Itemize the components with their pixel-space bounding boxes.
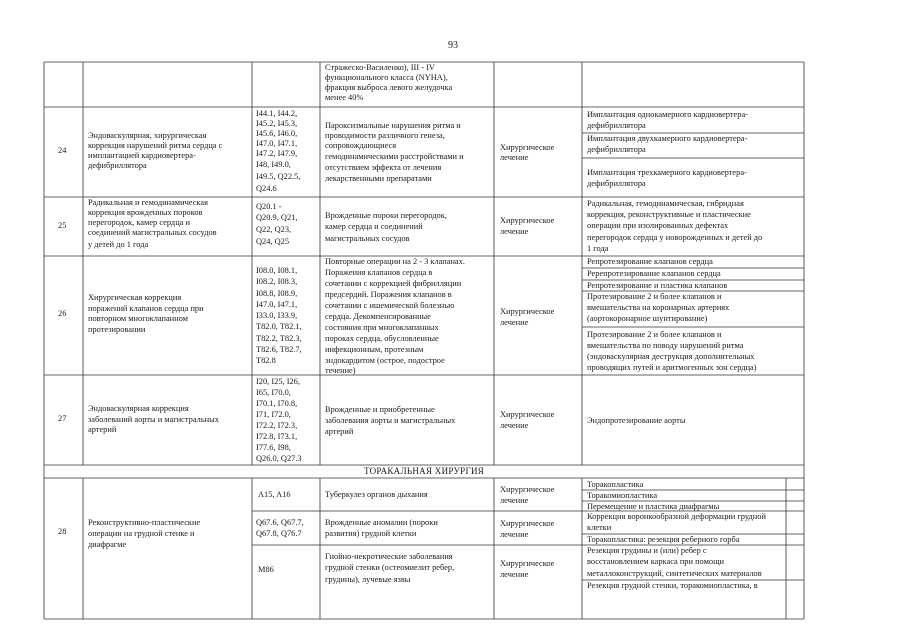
diagnosis-line: артерий [325, 427, 354, 436]
diagnosis-line: заболевания аорты и магистральных [325, 416, 456, 425]
diagnosis-line: проводимости различного генеза, [325, 131, 445, 140]
method-line: Ререпротезирование клапанов сердца [587, 269, 721, 278]
method-line: Радикальная, гемодинамическая, гибридная [587, 199, 744, 208]
method-line: Протезирование 2 и более клапанов и [587, 330, 722, 339]
diagnosis-line: магистральных сосудов [325, 234, 410, 243]
diagnosis-line: Туберкулез органов дыхания [325, 490, 428, 499]
code-line: I71, I72.0, [256, 410, 291, 419]
row-name-line: операции на грудной стенке и [88, 529, 195, 538]
treatment-line: Хирургическое [500, 216, 555, 225]
method-line: Имплантация двухкамерного кардиовертера- [587, 134, 748, 143]
row-name-line: Эндоваскулярная, хирургическая [88, 131, 207, 140]
method-line: дефибриллятора [587, 145, 646, 154]
code-line: I47.2, I47.9, [256, 149, 298, 158]
diagnosis-line: эндокардитом (острое, подострое [325, 356, 445, 365]
method-line: Резекция грудной стенки, торакомиопластика, в [587, 581, 758, 590]
method-line: (аортокоронарное шунтирование) [587, 314, 708, 323]
row-name-line: у детей до 1 года [88, 240, 149, 249]
diagnosis-line: Гнойно-некротические заболевания [325, 552, 453, 561]
row-number: 26 [58, 309, 67, 318]
diagnosis-line: отсутствием эффекта от лечения [325, 163, 442, 172]
code-line: I33.0, I33.9, [256, 311, 298, 320]
method-line: Торакопластика: резекция реберного горба [587, 535, 740, 544]
method-line: Коррекция воронкообразной деформации грудной [587, 512, 766, 521]
row-name-line: дефибриллятора [88, 161, 147, 170]
row-name-line: заболеваний аорты и магистральных [88, 415, 219, 424]
diagnosis-line: сопровождающиеся [325, 141, 397, 150]
method-line: Имплантация однокамерного кардиовертера- [587, 110, 748, 119]
diagnosis-line: Поражения клапанов сердца в [325, 268, 433, 277]
diagnosis-line: течение) [325, 366, 356, 375]
method-line: Резекция грудины и (или) ребер с [587, 546, 707, 555]
code-line: I08.8, I08.9, [256, 289, 298, 298]
code-line: Q24, Q25 [256, 237, 290, 246]
diagnosis-line: камер сердца и соединений [325, 222, 423, 231]
code-line: I47.0, I47.1, [256, 300, 298, 309]
method-line: 1 года [587, 244, 609, 253]
diagnosis-line: предсердий. Поражения клапанов в [325, 290, 452, 299]
code-line: I70.1, I70.8, [256, 399, 298, 408]
row-name-line: Реконструктивно-пластические [88, 518, 201, 527]
treatment-line: лечение [500, 153, 529, 162]
treatment-line: Хирургическое [500, 519, 555, 528]
code-line: I65, I70.0, [256, 388, 291, 397]
code-line: Q67.6, Q67.7, [256, 518, 304, 527]
code-line: I20, I25, I26, [256, 377, 300, 386]
method-line: Имплантация трехкамерного кардиовертера- [587, 168, 747, 177]
row-name-line: Эндоваскулярная коррекция [88, 404, 189, 413]
treatment-line: лечение [500, 570, 529, 579]
diagnosis-line: Врожденные пороки перегородок, [325, 211, 447, 220]
diagnosis-line: Повторные операции на 2 - 3 клапанах. [325, 257, 465, 266]
code-line: I08.0, I08.1, [256, 266, 298, 275]
diagnosis-line: гемодинамическими расстройствами и [325, 152, 464, 161]
treatment-line: Хирургическое [500, 143, 555, 152]
code-line: I08.2, I08.3, [256, 277, 298, 286]
code-line: Q24.6 [256, 184, 277, 193]
diagnosis-line: пороках сердца, обусловленные [325, 334, 439, 343]
method-line: клетки [587, 523, 612, 532]
code-line: I72.2, I72.3, [256, 421, 298, 430]
diagnosis-line: сочетании с ишемической болезнью [325, 301, 455, 310]
diagnosis-line: сердца. Декомпенсированные [325, 312, 431, 321]
code-line: I72.8, I73.1, [256, 432, 298, 441]
code-line: T82.6, T82.7, [256, 345, 302, 354]
cont-diagnosis-line: фракция выброса левого желудочка [325, 83, 453, 92]
code-line: I47.0, I47.1, [256, 139, 298, 148]
code-line: T82.0, T82.1, [256, 322, 302, 331]
diagnosis-line: лекарственными препаратами [325, 174, 432, 183]
diagnosis-line: инфекционным, протезным [325, 345, 424, 354]
treatment-line: лечение [500, 227, 529, 236]
code-line: I48, I49.0, [256, 160, 291, 169]
diagnosis-line: Врожденные аномалии (пороки [325, 518, 438, 527]
treatment-line: Хирургическое [500, 559, 555, 568]
code-line: Q26.0, Q27.3 [256, 454, 302, 463]
method-line: Торакопластика [587, 480, 644, 489]
row-number: 24 [58, 146, 67, 155]
treatment-line: лечение [500, 421, 529, 430]
page-number: 93 [448, 40, 458, 51]
section-heading: ТОРАКАЛЬНАЯ ХИРУРГИЯ [363, 466, 485, 476]
code-line: Q20.1 - [256, 202, 282, 211]
code-line: Q20.9, Q21, [256, 213, 298, 222]
diagnosis-line: грудины), лучевые язвы [325, 575, 411, 584]
row-name-line: Хирургическая коррекция [88, 293, 182, 302]
treatment-line: лечение [500, 530, 529, 539]
code-line: T82.8 [256, 356, 276, 365]
method-line: Торакомиопластика [587, 491, 658, 500]
method-line: металлоконструкций, синтетических материалов [587, 569, 762, 578]
diagnosis-line: состояния при многоклапанных [325, 323, 439, 332]
row-name-line: имплантацией кардиовертера- [88, 151, 196, 160]
treatment-line: лечение [500, 496, 529, 505]
cont-diagnosis-line: менее 40% [325, 93, 364, 102]
row-name-line: диафрагме [88, 540, 127, 549]
treatment-line: лечение [500, 318, 529, 327]
row-name-line: поражений клапанов сердца при [88, 304, 204, 313]
method-line: проводящих путей и аритмогенных зон сердца) [587, 363, 757, 372]
method-line: восстановлением каркаса при помощи [587, 557, 725, 566]
method-line: коррекция, реконструктивные и пластические [587, 210, 751, 219]
code-line: T82.2, T82.3, [256, 334, 302, 343]
method-line: вмешательства на коронарных артериях [587, 303, 730, 312]
code-line: M86 [258, 565, 274, 574]
treatment-line: Хирургическое [500, 307, 555, 316]
cont-diagnosis-line: функционального класса (NYHA), [325, 73, 448, 82]
row-number: 28 [58, 527, 67, 536]
treatment-line: Хирургическое [500, 485, 555, 494]
diagnosis-line: сочетании с коррекцией фибрилляции [325, 279, 462, 288]
row-name-line: коррекция врожденных пороков [88, 208, 203, 217]
diagnosis-line: Врожденные и приобретенные [325, 405, 435, 414]
method-line: дефибриллятора [587, 179, 646, 188]
method-line: Эндопротезирование аорты [587, 416, 686, 425]
row-name-line: соединений магистральных сосудов [88, 228, 217, 237]
row-name-line: повторном многоклапанном [88, 314, 188, 323]
row-number: 25 [58, 221, 67, 230]
row-name-line: артерий [88, 425, 117, 434]
code-line: I45.2, I45.3, [256, 119, 298, 128]
diagnosis-line: грудной стенки (остеомиелит ребер, [325, 563, 455, 572]
row-name-line: протезировании [88, 325, 146, 334]
method-line: перегородок сердца у новорожденных и детей до [587, 233, 763, 242]
method-line: Протезирование 2 и более клапанов и [587, 292, 722, 301]
code-line: I44.1, I44.2, [256, 109, 298, 118]
row-name-line: коррекция нарушений ритма сердца с [88, 141, 223, 150]
diagnosis-line: Пароксизмальные нарушения ритма и [325, 121, 461, 130]
row-name-line: перегородок, камер сердца и [88, 218, 190, 227]
code-line: Q22, Q23, [256, 225, 292, 234]
method-line: дефибриллятора [587, 121, 646, 130]
cont-diagnosis-line: Стражеско-Василенко), III - IV [325, 63, 435, 72]
row-name-line: Радикальная и гемодинамическая [88, 198, 208, 207]
method-line: Перемещение и пластика диафрагмы [587, 502, 720, 511]
method-line: Репротезирование клапанов сердца [587, 257, 713, 266]
treatment-line: Хирургическое [500, 410, 555, 419]
code-line: Q67.8, Q76.7 [256, 529, 302, 538]
method-line: Репротезирование и пластика клапанов [587, 281, 728, 290]
method-line: (эндоваскулярная деструкция дополнительных [587, 352, 755, 361]
method-line: вмешательства по поводу нарушений ритма [587, 341, 744, 350]
diagnosis-line: развития) грудной клетки [325, 529, 417, 538]
row-number: 27 [58, 414, 67, 423]
code-line: I77.6, I98, [256, 443, 291, 452]
code-line: I49.5, Q22.5, [256, 172, 301, 181]
code-line: A15, A16 [258, 490, 291, 499]
method-line: операции при изолированных дефектах [587, 221, 729, 230]
code-line: I45.6, I46.0, [256, 129, 298, 138]
